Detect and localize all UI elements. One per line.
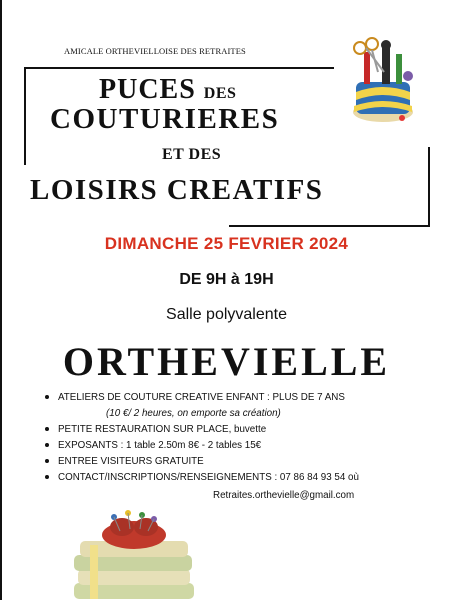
event-town: ORTHEVIELLE: [62, 339, 391, 384]
title-des: DES: [203, 85, 237, 102]
list-item: ATELIERS DE COUTURE CREATIVE ENFANT : PLUS DE 7 ANS: [44, 392, 424, 408]
event-date: DIMANCHE 25 FEVRIER 2024: [104, 234, 349, 253]
contact-email[interactable]: Retraites.orthevielle@gmail.com: [213, 490, 355, 501]
list-item-note: (10 €/ 2 heures, on emporte sa création): [106, 408, 281, 419]
details-list: [44, 392, 424, 488]
event-venue: Salle polyvalente: [166, 306, 287, 323]
title-puces: PUCES: [99, 74, 196, 105]
list-item: CONTACT/INSCRIPTIONS/RENSEIGNEMENTS : 07 86 84 93 54 où: [44, 472, 424, 488]
title-line-4: LOISIRS CREATIFS: [30, 174, 324, 206]
title-line-1: [99, 76, 236, 104]
event-hours: DE 9H à 19H: [179, 271, 274, 288]
list-item: EXPOSANTS : 1 table 2.50m 8€ - 2 tables 15€: [44, 440, 424, 456]
frame-border-top: [24, 67, 334, 69]
sewing-supplies-image: [342, 32, 424, 132]
title-line-3: ET DES: [162, 146, 222, 163]
frame-border-right: [428, 147, 430, 227]
list-item: PETITE RESTAURATION SUR PLACE, buvette: [44, 424, 424, 440]
fabric-stack-pincushion-image: [64, 505, 204, 600]
title-line-2: COUTURIERES: [50, 103, 280, 135]
frame-border-bottom: [229, 225, 429, 227]
list-item: ENTREE VISITEURS GRATUITE: [44, 456, 424, 472]
frame-border-left: [24, 67, 26, 165]
organizer-name: AMICALE ORTHEVIELLOISE DES RETRAITES: [64, 46, 246, 56]
